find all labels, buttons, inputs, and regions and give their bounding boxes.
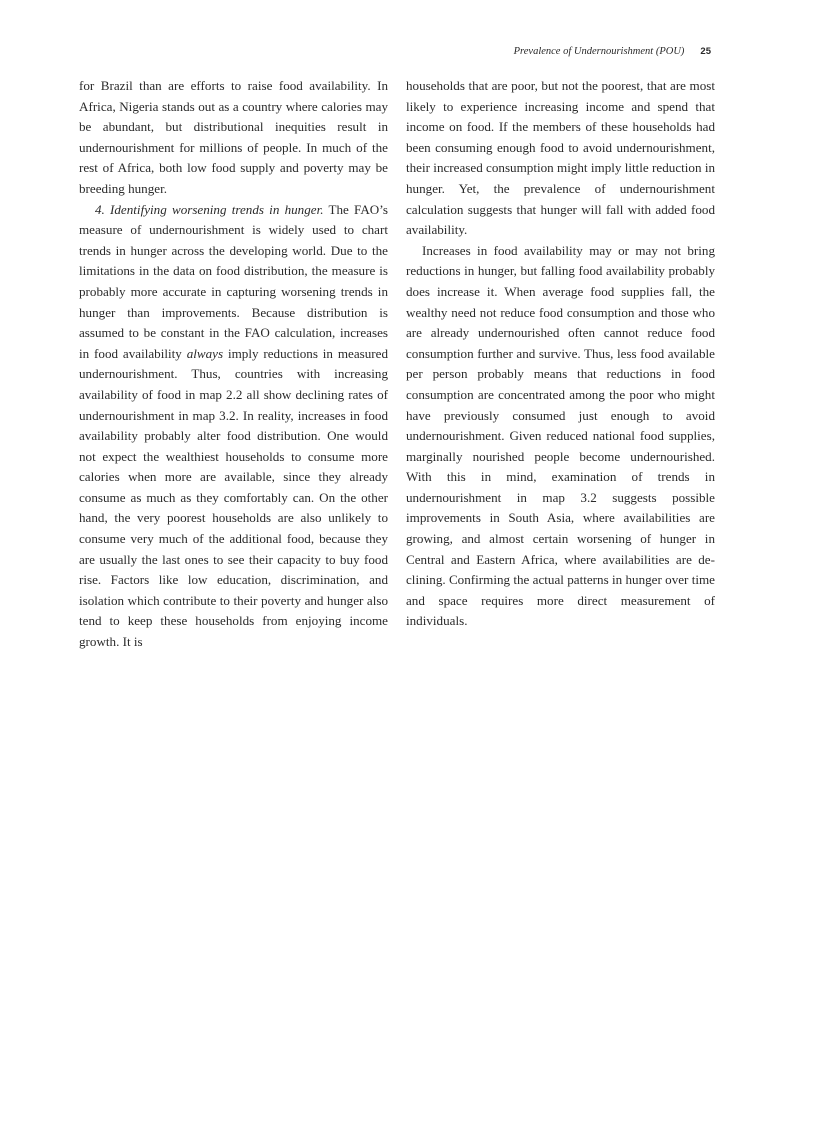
paragraph-lead-heading: 4. Identifying worsening trends in hunger. xyxy=(95,201,324,217)
emphasized-word: always xyxy=(186,345,224,361)
paragraph xyxy=(79,200,388,653)
paragraph: for Brazil than are efforts to raise food availability. In Africa, Nigeria stands out as a country where calories may be abundant, but distributional inequities result in undernourishment for millions of people. In much of the rest of Africa, both low food supply and poverty may be breeding hunger. xyxy=(79,78,388,196)
paragraph: households that are poor, but not the poorest, that are most likely to experience increasing income and spend that income on food. If the members of these households had been consuming enough food to avoid undernourishment, their increased consumption might imply little reduction in hunger. Yet, the prevalence of undernourishment calculation suggests that hunger will fall with added food availability. xyxy=(406,78,715,238)
left-column xyxy=(79,76,388,653)
paragraph: Increases in food availability may or may not bring reductions in hunger, but falling food availability probably does increase it. When average food supplies fall, the wealthy need not reduce food consumption and those who are already undernourished often cannot reduce food consumption further and survive. Thus, less food available per person probably means that reductions in food consumption are concentrated among the poor who might have previously consumed just enough to avoid undernourishment. Given reduced national food supplies, marginally nourished people become undernourished. With this in mind, examination of trends in undernourishment in map 3.2 suggests possible improvements in South Asia, where availabilities are growing, and almost certain worsening of hunger in Central and Eastern Africa, where availabilities are declining. Confirming the actual patterns in hunger over time and space requires more direct measurement of individuals. xyxy=(406,242,715,629)
right-column xyxy=(406,76,715,632)
page-number: 25 xyxy=(700,46,711,57)
paragraph-text: The FAO’s measure of undernourishment is widely used to chart trends in hunger across the developing world. Due to the limitations in the data on food distribution, the measure is probably more accurate in capturing worsening trends in hunger than improvements. Because distribution is assumed to be constant in the FAO calculation, increases in food availability xyxy=(79,201,388,361)
running-title: Prevalence of Undernourishment (POU) xyxy=(513,46,685,57)
running-header xyxy=(400,45,711,59)
paragraph-text: imply reductions in measured undernourishment. Thus, countries with increasing availability of food in map 2.2 all show declining rates of undernourishment in map 3.2. In reality, increases in food availability probably alter food distribution. One would not expect the wealthiest households to consume more calories when more are available, since they already consume as much as they comfortably can. On the other hand, the very poorest households are also unlikely to consume very much of the additional food, because they are usually the last ones to see their capacity to buy food rise. Factors like low education, discrimination, and isolation which contribute to their poverty and hunger also tend to keep these households from enjoying income growth. It is xyxy=(79,345,388,650)
